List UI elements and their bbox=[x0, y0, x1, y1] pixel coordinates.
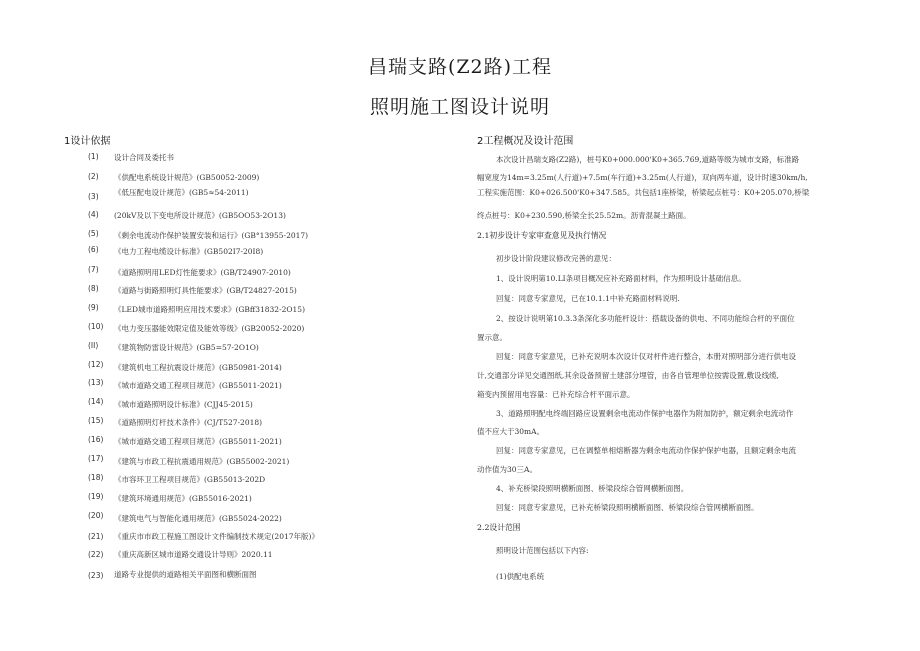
ref-text: (20kV及以下变电所设计规范》(GB5OO53-2O13) bbox=[114, 211, 286, 220]
ref-text: 《建筑与市政工程抗震通用规范》(GB55002-2021) bbox=[114, 457, 290, 466]
ref-text: 《重庆高新区城市道路交通设计导则》2020.11 bbox=[114, 550, 273, 559]
ref-number: (15) bbox=[88, 416, 104, 425]
ref-text: 《电力变压器能效限定值及能效等级》(GB20052-2020) bbox=[114, 324, 305, 333]
ref-number: (3) bbox=[88, 192, 99, 201]
review-line: 回复：同意专家意见，已补充桥梁段照明横断面图、桥梁段综合管网横断面图。 bbox=[496, 503, 759, 512]
ref-text: 《市容环卫工程项目规范》(GB55013-202D bbox=[114, 475, 266, 484]
review-line: 置示意。 bbox=[477, 333, 507, 342]
ref-text: 《建筑物防雷设计规范》(GB5=57-2O1O) bbox=[114, 343, 259, 352]
ref-number: (9) bbox=[88, 303, 99, 312]
section-2-1-heading: 2.1初步设计专家审查意见及执行情况 bbox=[477, 231, 607, 240]
ref-text: 设计合同及委托书 bbox=[114, 153, 174, 162]
ref-number: (12) bbox=[88, 360, 104, 369]
review-line: 动作值为30三A。 bbox=[477, 465, 537, 474]
review-line: 回复：同意专家意见，已在10.1.1中补充路面材料说明. bbox=[496, 294, 680, 303]
ref-text: 《建筑环境通用规范》(GB55016-2021) bbox=[114, 494, 252, 503]
ref-number: (II) bbox=[88, 341, 99, 350]
ref-number: (8) bbox=[88, 284, 99, 293]
intro-line: 工程实施范围：K0+026.500'K0+347.585。共包括1座桥梁，桥梁起点桩号：K0+205.070,桥梁 bbox=[477, 188, 810, 197]
ref-number: (17) bbox=[88, 454, 104, 463]
review-line: 2、按设计说明第10.3.3条深化多功能杆设计：搭载设备的供电、不同功能综合杆的平面位 bbox=[496, 314, 795, 323]
ref-number: (23) bbox=[88, 571, 104, 580]
ref-number: (7) bbox=[88, 265, 99, 274]
page-subtitle: 照明施工图设计说明 bbox=[369, 96, 550, 118]
ref-number: (10) bbox=[88, 322, 104, 331]
review-line: 1、设计说明第10.LI条项目概况应补充路面材料，作为照明设计基础信息。 bbox=[496, 274, 746, 283]
ref-number: (22) bbox=[88, 550, 104, 559]
ref-number: (14) bbox=[88, 397, 104, 406]
ref-text: 《电力工程电缆设计标准》(GB502I7-20I8) bbox=[114, 247, 264, 256]
review-line: 值不应大于30mA。 bbox=[477, 427, 545, 436]
ref-number: (5) bbox=[88, 229, 99, 238]
ref-number: (1) bbox=[88, 152, 99, 161]
ref-text: 《建筑电气与智能化通用规范》(GB55024-2022) bbox=[114, 514, 282, 523]
review-line: 4、补充桥梁段照明横断面图、桥梁段综合管网横断面图。 bbox=[496, 484, 689, 493]
review-line: 初步设计阶段建议修改完善的意见： bbox=[496, 254, 616, 263]
intro-line: 幅宽度为14m=3.25m(人行道)+7.5m(车行道)+3.25m(人行道)，双向两车道，设计时速30km/h, bbox=[477, 173, 808, 182]
ref-text: 《道路与街路照明灯具性能要求》(GB/T24827-2015) bbox=[114, 286, 297, 295]
ref-number: (6) bbox=[88, 245, 99, 254]
ref-text: 《低压配电设计规范》(GB5≈54-2011) bbox=[114, 188, 249, 197]
ref-number: (4) bbox=[88, 210, 99, 219]
review-line: 3、道路照明配电终端回路应设置剩余电流动作保护电器作为附加防护，额定剩余电流动作 bbox=[496, 409, 794, 418]
ref-number: (2) bbox=[88, 172, 99, 181]
review-line: 回复：同意专家意见，已补充说明本次设计仅对杆件进行整合，本册对照明部分进行供电设 bbox=[496, 352, 796, 361]
ref-number: (20) bbox=[88, 511, 104, 520]
ref-text: 道路专业提供的道路相关平面图和横断面图 bbox=[114, 570, 257, 579]
section-2-heading: 2工程概况及设计范围 bbox=[477, 136, 574, 147]
ref-number: (18) bbox=[88, 473, 104, 482]
review-line: 回复：同意专家意见，已在调整单相熔断器为剩余电流动作保护保护电器，且额定剩余电流 bbox=[496, 446, 796, 455]
review-line: 计,交通部分详见交通图纸,其余设备预留土建部分埋管，由各自管理单位按需设置,敷设线缆, bbox=[477, 371, 780, 380]
ref-text: 《城市道路交通工程项目规范》(GB55011-2021) bbox=[114, 381, 282, 390]
ref-number: (21) bbox=[88, 532, 104, 541]
ref-text: 《供配电系统设计规范》(GB50052-2009) bbox=[114, 173, 260, 182]
intro-line: 终点桩号：K0+230.590,桥梁全长25.52m。沥青混凝土路面。 bbox=[477, 211, 691, 220]
ref-text: 《LED城市道路照明应用技术要求》(GBff31832-2O15) bbox=[114, 305, 306, 314]
ref-text: 《城市道路交通工程项目规范》(GB55011-2021) bbox=[114, 437, 282, 446]
section-2-2-heading: 2.2设计范围 bbox=[477, 523, 521, 532]
ref-number: (16) bbox=[88, 435, 104, 444]
section-1-heading: 1设计依据 bbox=[64, 136, 111, 147]
ref-text: 《建筑机电工程抗震设计规范》(GB50981-2014) bbox=[114, 363, 282, 372]
intro-line: 本次设计昌瑞支路(Z2路)，桩号K0+000.000'K0+365.769,道路等级为城市支路，标准路 bbox=[496, 155, 800, 164]
page-title: 昌瑞支路(Z2路)工程 bbox=[367, 56, 553, 78]
review-line: 箱变内预留用电容量：已补充综合杆平面示意。 bbox=[477, 390, 635, 399]
ref-text: 《城市道路照明设计标准》(CJJ45-2015) bbox=[114, 400, 253, 409]
ref-text: 《道路照明用LED灯性能要求》(GB/T24907-2010) bbox=[114, 268, 291, 277]
ref-number: (19) bbox=[88, 492, 104, 501]
ref-text: 《重庆市市政工程施工图设计文件编制技术规定(2017年版)》 bbox=[114, 532, 319, 541]
ref-text: 《剩余电流动作保护装置安装和运行》(GB°13955-2017) bbox=[114, 231, 309, 240]
ref-number: (13) bbox=[88, 378, 104, 387]
scope-line: 照明设计范围包括以下内容: bbox=[496, 546, 589, 555]
ref-text: 《道路照明灯杆技术条件》(CJ/T527-2018) bbox=[114, 418, 263, 427]
scope-line: (1)供配电系统 bbox=[496, 572, 545, 581]
